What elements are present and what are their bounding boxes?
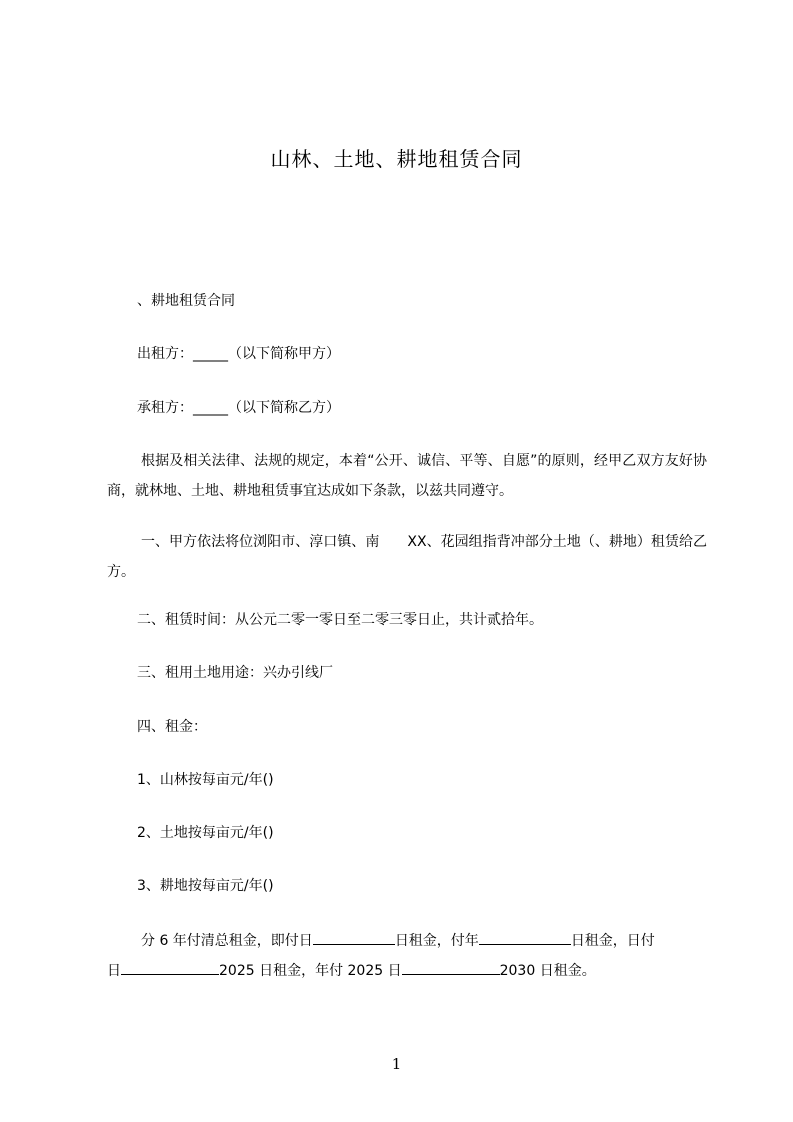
clause-3: 三、租用土地用途：兴办引线厂	[137, 665, 333, 681]
lessee-suffix: （以下简称乙方）	[228, 400, 340, 416]
payment-text-2: 日租金，付年	[394, 933, 479, 949]
payment-text-4: 日	[107, 963, 121, 979]
lessor-blank: _____	[193, 346, 228, 362]
rent-item-land: 2、土地按每亩元/年()	[137, 825, 274, 841]
lessee-line	[107, 394, 737, 422]
lessor-suffix: （以下简称甲方）	[228, 346, 340, 362]
payment-text-5: 2025 日租金，年付 2025 日	[219, 963, 402, 979]
clause-1: 一、甲方依法将位浏阳市、淳口镇、南 XX、花园组指背冲部分土地（、耕地）租赁给乙方。	[107, 534, 707, 580]
clause-4: 四、租金：	[137, 719, 207, 735]
payment-text-3: 日租金，日付	[570, 933, 655, 949]
preamble-paragraph: 根据及相关法律、法规的规定，本着“公开、诚信、平等、自愿”的原则，经甲乙双方友好协商，就林地、土地、耕地租赁事宜达成如下条款，以兹共同遵守。	[107, 453, 707, 499]
payment-line-1	[107, 927, 741, 955]
payment-text-6: 2030 日租金。	[499, 963, 596, 979]
lessee-label: 承租方：	[137, 400, 193, 416]
document-title: 山林、土地、耕地租赁合同	[270, 147, 523, 171]
lessor-label: 出租方：	[137, 346, 193, 362]
rent-item-farmland: 3、耕地按每亩元/年()	[137, 878, 274, 894]
payment-blank-3	[121, 960, 219, 975]
clause-2: 二、租赁时间：从公元二零一零日至二零三零日止，共计贰拾年。	[137, 612, 543, 628]
payment-line-2	[107, 957, 707, 985]
payment-blank-1	[313, 930, 395, 945]
payment-blank-4	[402, 960, 500, 975]
lessor-line	[107, 340, 737, 368]
payment-text-1: 分 6 年付清总租金，即付日	[141, 933, 313, 949]
payment-blank-2	[479, 930, 571, 945]
section-subtitle: 、耕地租赁合同	[137, 293, 235, 309]
lessee-blank: _____	[193, 400, 228, 416]
page-number: 1	[391, 1055, 402, 1073]
rent-item-mountain-forest: 1、山林按每亩元/年()	[137, 772, 274, 788]
